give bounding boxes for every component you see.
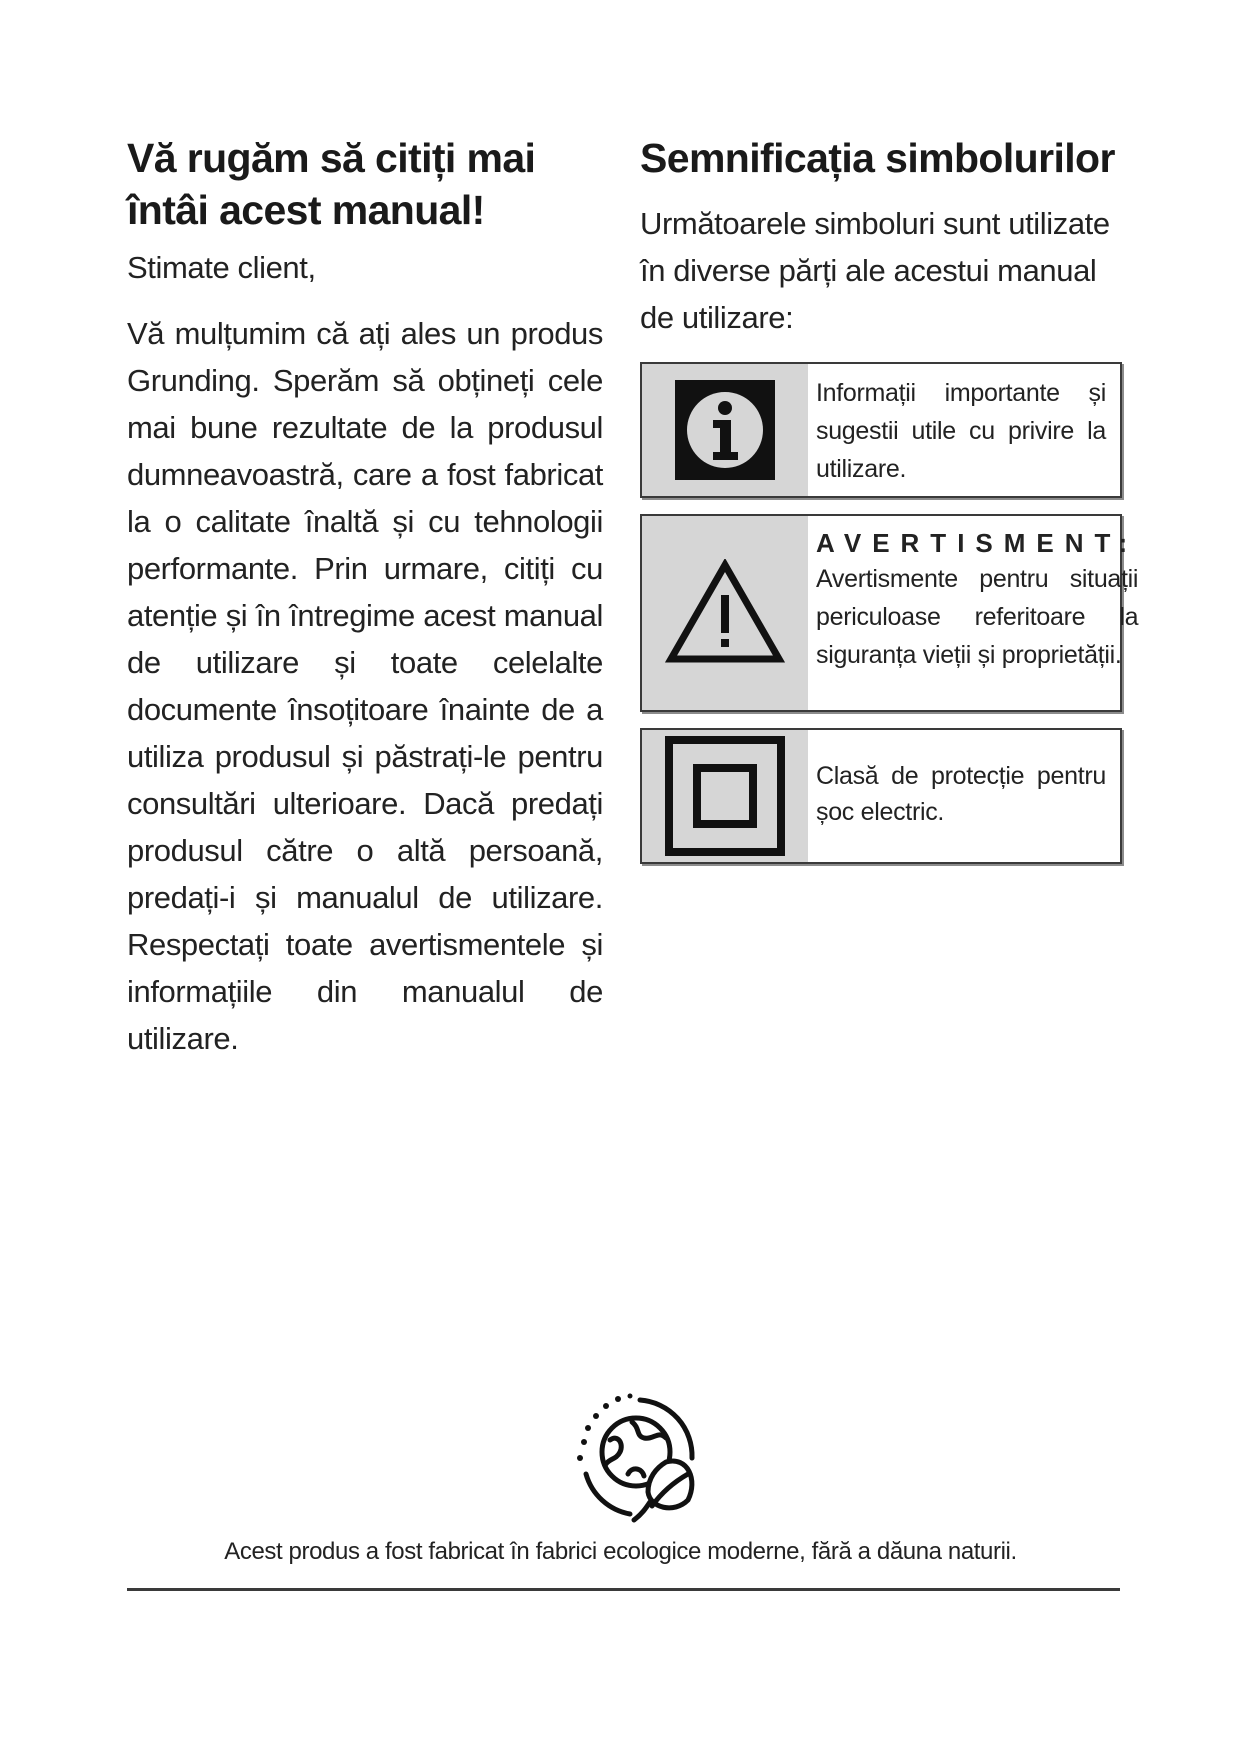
symbol-description: Avertismente pentru situații periculoase referitoare la siguranța vieții și proprietății. xyxy=(816,565,1139,669)
symbol-box-warning xyxy=(640,514,1139,712)
icon-cell xyxy=(642,364,808,496)
salutation: Stimate client, xyxy=(127,250,316,285)
icon-cell xyxy=(642,730,808,862)
intro-paragraph: Vă mulțumim că ați ales un produs Grunding. Sperăm să obțineți cele mai bune rezultate de la produsul dumneavoastră, care a fost fabricat la o calitate înaltă și cu tehnologii performante. Prin urmare, citiți cu atenție și în întregime acest manual de utilizare și toate celelalte documente însoțitoare înainte de a utiliza produsul și păstrați-le pentru consultări ulterioare. Dacă predați produsul către o altă persoană, predați-i și manualul de utilizare. Respectați toate avertismentele și informațiile din manualul de utilizare. xyxy=(127,316,603,1056)
warning-triangle-icon xyxy=(665,559,785,667)
bottom-divider xyxy=(127,1588,1120,1591)
right-heading: Semnificația simbolurilor xyxy=(640,135,1115,181)
left-column xyxy=(127,132,603,1062)
warning-title: AVERTISMENT: xyxy=(816,528,1139,558)
right-column xyxy=(640,132,1139,826)
left-heading: Vă rugăm să citiți mai întâi acest manual! xyxy=(127,135,536,233)
symbol-description: Clasă de protecție pentru șoc electric. xyxy=(816,762,1106,826)
icon-cell xyxy=(642,516,808,710)
warning-text-cell xyxy=(808,516,1152,710)
info-icon xyxy=(675,380,775,480)
symbol-box-protection-class xyxy=(640,728,1122,864)
eco-globe-leaf-icon xyxy=(570,1382,704,1530)
symbols-intro: Următoarele simboluri sunt utilizate în diverse părți ale acestui manual de utilizare: xyxy=(640,206,1110,335)
eco-caption: Acest produs a fost fabricat în fabrici ecologice moderne, fără a dăuna naturii. xyxy=(224,1538,1017,1565)
symbol-box-info xyxy=(640,362,1122,498)
symbol-description: Informații importante și sugestii utile cu privire la utilizare. xyxy=(816,379,1106,483)
double-insulation-icon xyxy=(665,736,785,856)
